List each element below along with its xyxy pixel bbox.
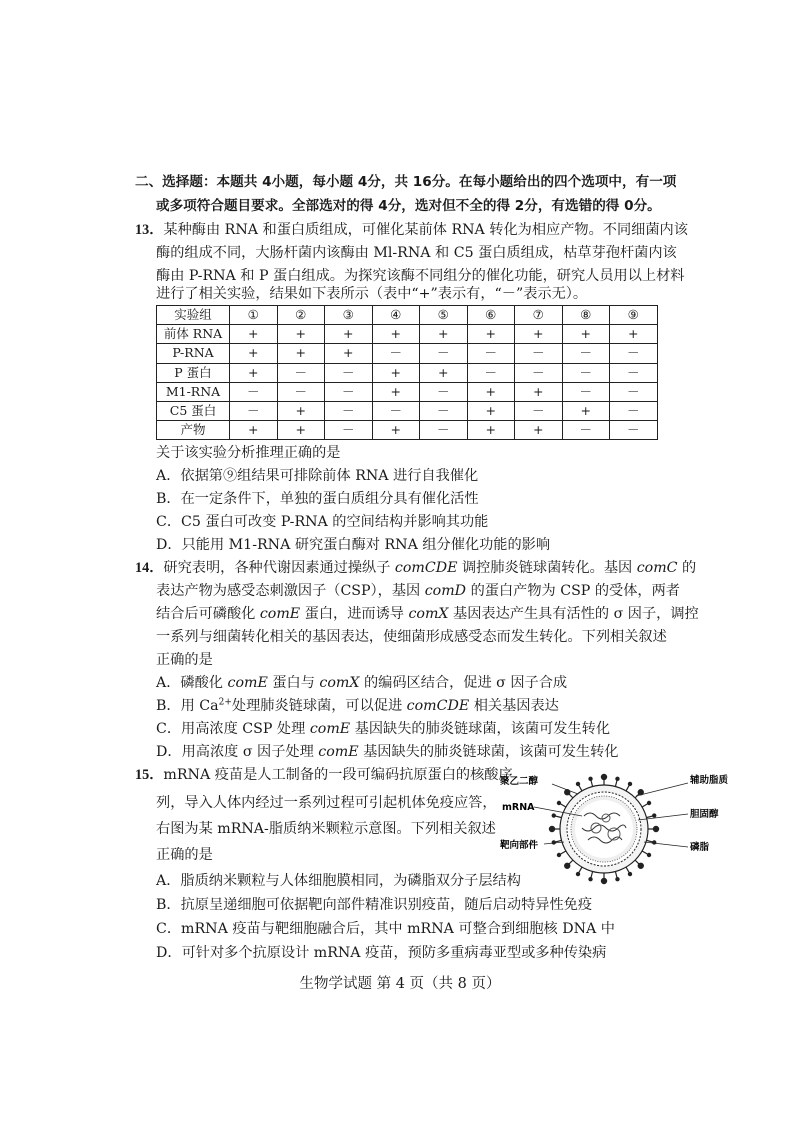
q14-text: 相关基因表达 (469, 698, 559, 714)
table-cell: + (467, 401, 515, 420)
table-cell: ⑥ (467, 306, 515, 325)
q15-option-d: D．可针对多个抗原设计 mRNA 疫苗，预防多重病毒亚型或多种传染病 (156, 945, 607, 961)
table-cell: 实验组 (157, 306, 230, 325)
table-cell: － (277, 382, 325, 401)
q14-text: 处理肺炎链球菌，可以促进 (231, 698, 407, 714)
q13-option-c: C．C5 蛋白可改变 P-RNA 的空间结构并影响其功能 (156, 514, 489, 530)
label-cholesterol: 胆固醇 (690, 809, 719, 820)
table-cell: － (610, 382, 658, 401)
q14-text: 的蛋白产物为 CSP 的受体，两者 (466, 583, 680, 599)
gene-name: comD (424, 583, 467, 599)
table-cell: + (277, 421, 325, 440)
q13-line1 (135, 219, 688, 241)
table-cell: － (562, 421, 610, 440)
peg-head (601, 878, 606, 883)
q14-text: 蛋白与 (267, 675, 320, 691)
table-cell: + (325, 344, 373, 363)
table-cell: 前体 RNA (157, 325, 230, 344)
table-cell: + (420, 363, 468, 382)
gene-name: comCDE (406, 698, 470, 714)
peg-head (557, 853, 560, 856)
gene-name: comE (259, 606, 301, 622)
q15-option-c: C．mRNA 疫苗与靶细胞融合后，其中 mRNA 可整合到细胞核 DNA 中 (156, 921, 615, 937)
label-helper-lipid: 辅助脂质 (690, 775, 729, 786)
q14-line3 (156, 603, 699, 625)
table-cell: ④ (372, 306, 420, 325)
peg-head (565, 863, 570, 868)
table-cell: + (372, 363, 420, 382)
page-footer: 生物学试题 第 4 页（共 8 页） (299, 976, 501, 992)
q15-line3: 右图为某 mRNA-脂质纳米颗粒示意图。下列相关叙述 (156, 821, 496, 837)
table-cell: － (372, 401, 420, 420)
peg-head (616, 777, 619, 780)
q15-option-a: A．脂质纳米颗粒与人体细胞膜相同，为磷脂双分子层结构 (156, 873, 521, 889)
q14-line4: 一系列与细菌转化相关的基因表达，使细菌形成感受态而发生转化。下列相关叙述 (156, 629, 667, 645)
experiment-table (156, 305, 658, 440)
peg-head (601, 774, 606, 779)
q13-option-d: D．只能用 M1-RNA 研究蛋白酶对 RNA 组分催化功能的影响 (156, 537, 551, 553)
q13-line2: 酶的组成不同，大肠杆菌内该酶由 Ml-RNA 和 C5 蛋白质组成，枯草芽孢杆菌内该 (156, 245, 677, 261)
table-cell: － (230, 401, 278, 420)
table-cell: P 蛋白 (157, 363, 230, 382)
table-cell: － (610, 363, 658, 382)
peg-head (628, 782, 631, 785)
table-cell: － (610, 344, 658, 363)
peg-head (576, 872, 579, 875)
q15-line4: 正确的是 (156, 847, 213, 863)
nanoparticle-shell (560, 785, 648, 873)
q14-text: 的编码区结合，促进 σ 因子合成 (359, 675, 568, 691)
q14-text: A．磷酸化 (156, 675, 228, 691)
label-targeting-part: 靶向部件 (500, 840, 539, 851)
table-row (157, 401, 658, 420)
table-cell: ① (230, 306, 278, 325)
table-row (157, 363, 658, 382)
table-cell: － (372, 344, 420, 363)
table-cell: + (515, 382, 563, 401)
gene-name: comE (318, 744, 359, 760)
q14-text: D．用高浓度 σ 因子处理 (156, 744, 319, 760)
table-cell: + (372, 325, 420, 344)
table-cell: + (562, 325, 610, 344)
table-cell: + (467, 421, 515, 440)
label-phospholipid: 磷脂 (690, 842, 710, 853)
table-cell: － (515, 363, 563, 382)
q13-line4: 进行了相关实验，结果如下表所示（表中“+”表示有，“－”表示无）。 (156, 286, 588, 302)
section-heading-line1: 二、选择题：本题共 4小题，每小题 4分，共 16分。在每小题给出的四个选项中，有一项 (135, 174, 677, 190)
table-cell: － (562, 344, 610, 363)
q15-text1: mRNA 疫苗是人工制备的一段可编码抗原蛋白的核酸序 (163, 767, 513, 783)
q13-number: 13． (135, 222, 164, 238)
lipid-nanoparticle-diagram (498, 770, 730, 888)
table-cell: + (420, 325, 468, 344)
q15-number: 15． (135, 767, 164, 783)
q14-text: 结合后可磷酸化 (156, 606, 260, 622)
table-cell: － (610, 421, 658, 440)
table-cell: P-RNA (157, 344, 230, 363)
table-cell: ⑦ (515, 306, 563, 325)
table-cell: + (277, 401, 325, 420)
table-cell: + (372, 382, 420, 401)
q13-stem: 关于该实验分析推理正确的是 (156, 445, 341, 461)
table-cell: － (230, 382, 278, 401)
table-row (157, 325, 658, 344)
table-cell: + (515, 421, 563, 440)
peg-head (616, 878, 619, 881)
table-cell: － (515, 344, 563, 363)
q15-option-b: B．抗原呈递细胞可依据靶向部件精准识别疫苗，随后启动特异性免疫 (156, 897, 593, 913)
table-cell: C5 蛋白 (157, 401, 230, 420)
table-row (157, 421, 658, 440)
peg-head (653, 826, 658, 831)
table-cell: ② (277, 306, 325, 325)
superscript: 2+ (218, 697, 232, 708)
table-cell: － (562, 363, 610, 382)
table-cell: + (230, 344, 278, 363)
q14-text: 研究表明，各种代谢因素通过操纵子 (163, 560, 395, 576)
peg-head (557, 801, 560, 804)
q14-option-d (156, 741, 618, 763)
q14-line1 (135, 557, 696, 579)
peg-head (589, 878, 592, 881)
q13-option-b: B．在一定条件下，单独的蛋白质组分具有催化活性 (156, 491, 479, 507)
section-heading-line2: 或多项符合题目要求。全部选对的得 4分，选对但不全的得 2分，有选错的得 0分。 (156, 198, 661, 214)
gene-name: comX (319, 675, 360, 691)
q13-text1: 某种酶由 RNA 和蛋白质组成，可催化某前体 RNA 转化为相应产物。不同细菌内该 (163, 222, 688, 238)
peg-head (647, 853, 650, 856)
q14-option-a (156, 672, 567, 694)
table-cell: ⑨ (610, 306, 658, 325)
peg-head (638, 863, 643, 868)
table-header-row (157, 306, 658, 325)
table-cell: 产物 (157, 421, 230, 440)
gene-name: comX (408, 606, 449, 622)
table-cell: － (325, 421, 373, 440)
table-cell: M1-RNA (157, 382, 230, 401)
q14-number: 14． (135, 560, 164, 576)
table-cell: ③ (325, 306, 373, 325)
table-cell: － (420, 382, 468, 401)
q14-text: 的 (677, 560, 697, 576)
table-cell: ⑧ (562, 306, 610, 325)
q15-line2: 列，导入人体内经过一系列过程可引起机体免疫应答， (156, 795, 497, 811)
q13-option-a: A．依据第⑨组结果可排除前体 RNA 进行自我催化 (156, 468, 479, 484)
table-row (157, 382, 658, 401)
table-cell: + (610, 325, 658, 344)
peg-head (647, 801, 650, 804)
q14-text: 基因缺失的肺炎链球菌，该菌可发生转化 (350, 721, 611, 737)
table-cell: + (325, 325, 373, 344)
table-cell: － (325, 382, 373, 401)
table-cell: － (515, 401, 563, 420)
table-cell: + (277, 344, 325, 363)
table-cell: + (467, 382, 515, 401)
table-cell: － (277, 363, 325, 382)
table-cell: － (562, 382, 610, 401)
q15-line1 (135, 764, 513, 786)
q14-line2 (156, 580, 680, 602)
label-mrna: mRNA (502, 802, 535, 813)
q14-text: 表达产物为感受态刺激因子（CSP），基因 (156, 583, 425, 599)
q13-line3: 酶由 P-RNA 和 P 蛋白组成。为探究该酶不同组分的催化功能，研究人员用以上材料 (156, 268, 685, 284)
table-cell: － (610, 401, 658, 420)
table-cell: － (420, 401, 468, 420)
gene-name: comE (227, 675, 268, 691)
q14-text: 基因表达产生具有活性的 σ 因子，调控 (448, 606, 699, 622)
table-cell: － (420, 421, 468, 440)
table-cell: + (467, 325, 515, 344)
table-cell: ⑤ (420, 306, 468, 325)
peg-head (589, 777, 592, 780)
table-cell: + (230, 325, 278, 344)
q14-text: C．用高浓度 CSP 处理 (156, 721, 310, 737)
q14-option-c (156, 718, 610, 740)
table-cell: + (230, 363, 278, 382)
peg-head (653, 814, 656, 817)
peg-head (552, 841, 555, 844)
gene-name: comCDE (394, 560, 458, 576)
table-cell: + (372, 421, 420, 440)
q14-text: 蛋白，进而诱导 (300, 606, 409, 622)
q14-text: 调控肺炎链球菌转化。基因 (457, 560, 637, 576)
peg-head (628, 872, 631, 875)
q14-line5: 正确的是 (156, 652, 213, 668)
peg-head (549, 826, 554, 831)
peg-head (576, 782, 579, 785)
q14-text: 基因缺失的肺炎链球菌，该菌可发生转化 (358, 744, 619, 760)
label-peg: 聚乙二醇 (500, 776, 539, 787)
table-cell: + (515, 325, 563, 344)
q14-text: B．用 Ca (156, 698, 219, 714)
peg-head (552, 814, 555, 817)
q14-option-b (156, 695, 559, 717)
gene-name: comC (636, 560, 678, 576)
table-cell: + (562, 401, 610, 420)
table-row (157, 344, 658, 363)
gene-name: comE (309, 721, 351, 737)
table-cell: － (467, 363, 515, 382)
table-cell: － (467, 344, 515, 363)
table-cell: + (277, 325, 325, 344)
table-cell: － (325, 363, 373, 382)
table-cell: － (325, 401, 373, 420)
table-cell: － (420, 344, 468, 363)
table-cell: + (230, 421, 278, 440)
